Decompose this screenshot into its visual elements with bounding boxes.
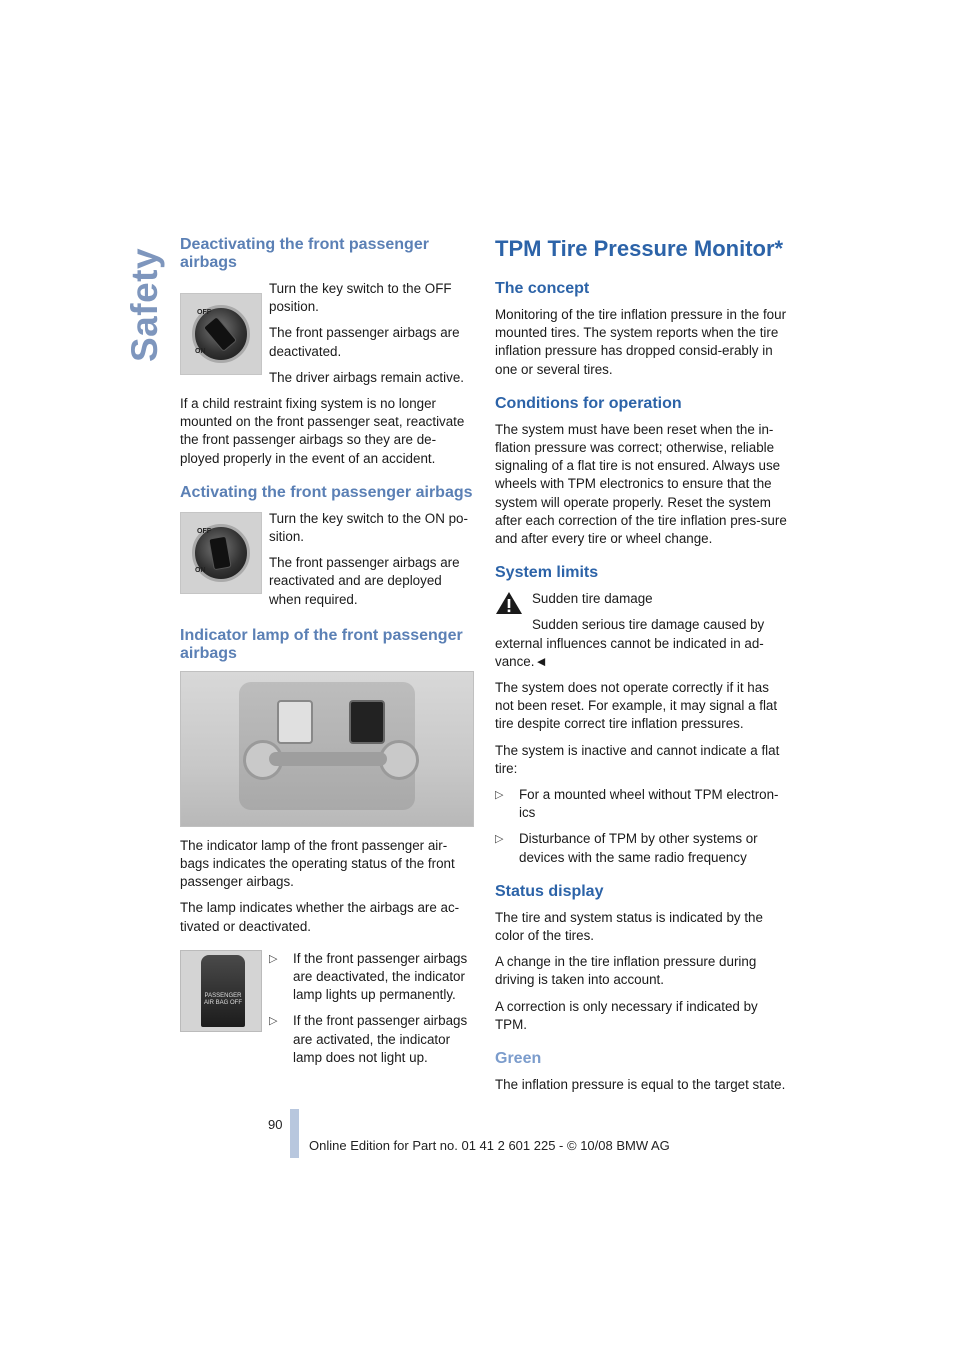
activate-p2: The front passenger airbags are reactivated and are deployed when required. (269, 555, 460, 607)
bullet-icon: ▷ (269, 952, 278, 965)
status-heading: Status display (495, 882, 604, 900)
warning-text: Sudden serious tire damage caused by external influences cannot be indicated in ad-vance.◄ (495, 617, 765, 669)
page-number: 90 (268, 1117, 283, 1132)
off-label: OFF (197, 527, 211, 535)
deactivate-p2: The front passenger airbags are deactivated. (269, 325, 460, 359)
indicator-p2: The lamp indicates whether the airbags are ac-tivated or deactivated. (180, 900, 460, 934)
warning-title: Sudden tire damage (532, 591, 653, 607)
indicator-bullets (180, 950, 474, 1067)
limits-bullet-2: ▷ Disturbance of TPM by other systems or devices with the same radio frequency (495, 830, 791, 866)
status-p2: A change in the tire inflation pressure during driving is taken into account. (495, 954, 757, 988)
limits-heading: System limits (495, 564, 599, 582)
bullet-icon: ▷ (495, 833, 504, 846)
indicator-p1: The indicator lamp of the front passenger air-bags indicates the operating status of the front passenger airbags. (180, 837, 455, 890)
left-column (180, 236, 474, 1075)
bullet-icon: ▷ (495, 789, 504, 802)
on-label: ON (195, 348, 206, 355)
indicator-lamp-image (180, 950, 262, 1032)
conditions-p1: The system must have been reset when the in-flation pressure was correct; otherwise, reliable signaling of a flat tire is not ensured. Always use wheels with TPM electronics to ensure that the system will operate properly. Reset the system after each correction of the tire inflation pres-sure and after every tire or wheel change. (495, 421, 787, 547)
indicator-heading: Indicator lamp of the front passenger airbags (180, 626, 463, 662)
activate-block (180, 510, 474, 609)
footer-bar (290, 1109, 299, 1158)
status-p3: A correction is only necessary if indicated by TPM. (495, 998, 758, 1032)
lamp-button (201, 955, 245, 1027)
deactivate-heading: Deactivating the front passenger airbags (180, 236, 429, 271)
green-p1: The inflation pressure is equal to the target state. (495, 1077, 786, 1093)
bullet-icon: ▷ (269, 1015, 278, 1028)
overhead-console-photo (180, 671, 474, 827)
limits-p2: The system is inactive and cannot indicate a flat tire: (495, 742, 780, 776)
footer-edition: Online Edition for Part no. 01 41 2 601 225 - © 10/08 BMW AG (309, 1138, 670, 1153)
deactivate-p3: The driver airbags remain active. (269, 369, 464, 385)
warning-block (495, 590, 791, 671)
on-label: ON (195, 566, 206, 574)
airbag-lamp (349, 700, 385, 744)
deactivate-block (180, 280, 474, 387)
activate-p1: Turn the key switch to the ON po-sition. (269, 510, 468, 545)
sos-button (277, 700, 313, 744)
tpm-title: TPM Tire Pressure Monitor* (495, 236, 784, 261)
key-switch-on-image (180, 512, 262, 594)
warning-icon (495, 590, 523, 616)
conditions-heading: Conditions for operation (495, 394, 682, 412)
control-strip (269, 752, 387, 766)
lamp-text: PASSENGER AIR BAG OFF (203, 992, 242, 1006)
concept-heading: The concept (495, 280, 590, 297)
status-p1: The tire and system status is indicated by the color of the tires. (495, 909, 763, 944)
limits-bullet-1: ▷ For a mounted wheel without TPM electron-ics (495, 786, 791, 822)
off-label: OFF (197, 309, 211, 316)
section-tab-label: Safety (124, 247, 165, 362)
green-heading: Green (495, 1050, 542, 1068)
concept-p1: Monitoring of the tire inflation pressure in the four mounted tires. The system reports when the tire inflation pressure has dropped consid-erably in one or several tires. (495, 307, 787, 377)
activate-heading: Activating the front passenger airbags (180, 483, 473, 501)
indicator-bullet-2: ▷ If the front passenger airbags are activated, the indicator lamp does not light up. (269, 1012, 474, 1067)
key-switch-off-image (180, 293, 262, 375)
section-tab (118, 230, 165, 370)
right-column (495, 236, 791, 1102)
limits-p1: The system does not operate correctly if it has not been reset. For example, it may signal a flat tire despite correct tire inflation pressures. (495, 680, 778, 732)
deactivate-p4: If a child restraint fixing system is no longer mounted on the front passenger seat, reactivate the front passenger airbags so they are de-ployed properly in the event of an accident. (180, 396, 465, 466)
deactivate-p1: Turn the key switch to the OFF position. (269, 281, 452, 315)
indicator-bullet-1: ▷ If the front passenger airbags are deactivated, the indicator lamp lights up permanently. (269, 950, 474, 1005)
